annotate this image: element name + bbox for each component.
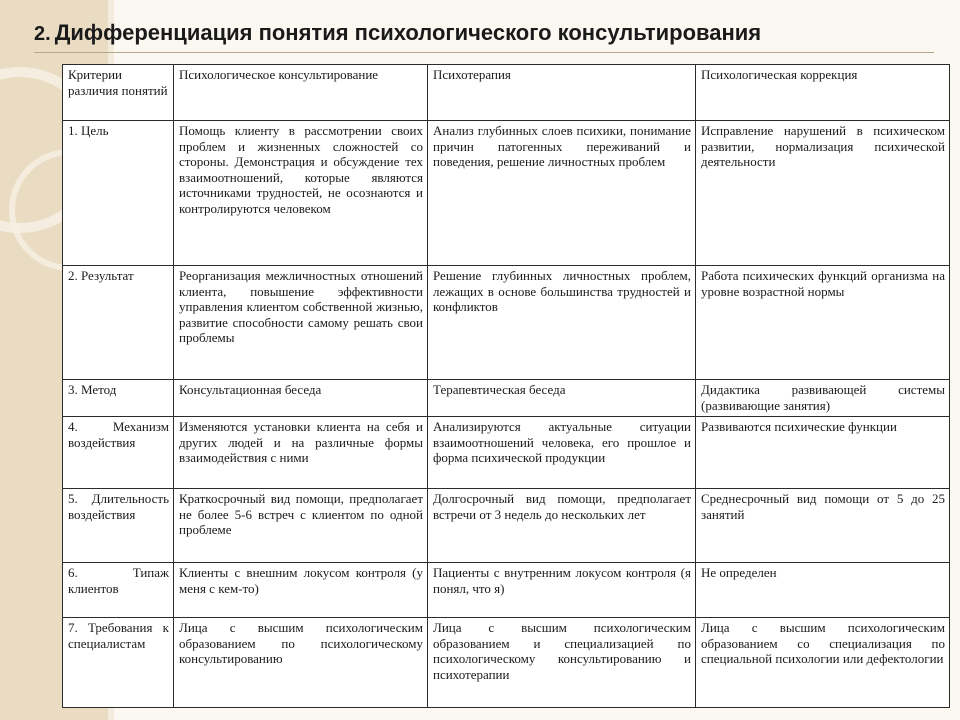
header-counseling: Психологическое консультирование (174, 65, 428, 121)
cell-psychotherapy: Долгосрочный вид помощи, предполагает встречи от 3 недель до нескольких лет (428, 489, 696, 563)
table-row (63, 563, 950, 618)
cell-psychotherapy: Пациенты с внутренним локусом контроля (я понял, что я) (428, 563, 696, 618)
cell-correction: Исправление нарушений в психическом развитии, нормализация психической деятельности (696, 121, 950, 266)
table-row (63, 266, 950, 380)
cell-correction: Развиваются психические функции (696, 417, 950, 489)
row-criterion: 4. Механизм воздействия (63, 417, 174, 489)
cell-correction: Не определен (696, 563, 950, 618)
row-criterion: 5. Длительность воздействия (63, 489, 174, 563)
cell-psychotherapy: Анализируются актуальные ситуации взаимоотношений человека, его прошлое и форма психической продукции (428, 417, 696, 489)
header-correction: Психологическая коррекция (696, 65, 950, 121)
cell-psychotherapy: Решение глубинных личностных проблем, лежащих в основе большинства трудностей и конфликтов (428, 266, 696, 380)
row-criterion: 2. Результат (63, 266, 174, 380)
header-psychotherapy: Психотерапия (428, 65, 696, 121)
comparison-table (62, 64, 950, 708)
title-underline (34, 52, 934, 53)
table-row (63, 417, 950, 489)
title-number: 2. (34, 23, 51, 45)
cell-psychotherapy: Терапевтическая беседа (428, 380, 696, 417)
table-header-row (63, 65, 950, 121)
title-text: Дифференциация понятия психологического консультирования (54, 20, 762, 45)
cell-counseling: Консультационная беседа (174, 380, 428, 417)
cell-correction: Дидактика развивающей системы (развивающие занятия) (696, 380, 950, 417)
header-criteria: Критерии различия понятий (63, 65, 174, 121)
row-criterion: 7. Требования к специалистам (63, 618, 174, 708)
table-row (63, 121, 950, 266)
row-criterion: 1. Цель (63, 121, 174, 266)
cell-counseling: Лица с высшим психологическим образованием по психологическому консультированию (174, 618, 428, 708)
cell-psychotherapy: Анализ глубинных слоев психики, понимание причин патогенных переживаний и поведения, решение личностных проблем (428, 121, 696, 266)
cell-counseling: Реорганизация межличностных отношений клиента, повышение эффективности управления клиентом собственной жизнью, развитие способности самому решать свои проблемы (174, 266, 428, 380)
cell-psychotherapy: Лица с высшим психологическим образованием и специализацией по психологическому консультированию и психотерапии (428, 618, 696, 708)
cell-counseling: Краткосрочный вид помощи, предполагает не более 5-6 встреч с клиентом по одной проблеме (174, 489, 428, 563)
table-row (63, 380, 950, 417)
cell-correction: Лица с высшим психологическим образованием со специализация по специальной психологии или дефектологии (696, 618, 950, 708)
page-title (34, 20, 954, 46)
comparison-table-wrapper (62, 64, 949, 707)
row-criterion: 3. Метод (63, 380, 174, 417)
cell-counseling: Изменяются установки клиента на себя и других людей и на различные формы взаимодействия с ними (174, 417, 428, 489)
row-criterion: 6. Типаж клиентов (63, 563, 174, 618)
table-row (63, 489, 950, 563)
cell-correction: Работа психических функций организма на уровне возрастной нормы (696, 266, 950, 380)
cell-counseling: Клиенты с внешним локусом контроля (у меня с кем-то) (174, 563, 428, 618)
cell-counseling: Помощь клиенту в рассмотрении своих проблем и жизненных сложностей со стороны. Демонстрация и обсуждение тех взаимоотношений, которые являются источниками трудностей, не осознаются и контролируются человеком (174, 121, 428, 266)
table-row (63, 618, 950, 708)
cell-correction: Среднесрочный вид помощи от 5 до 25 занятий (696, 489, 950, 563)
